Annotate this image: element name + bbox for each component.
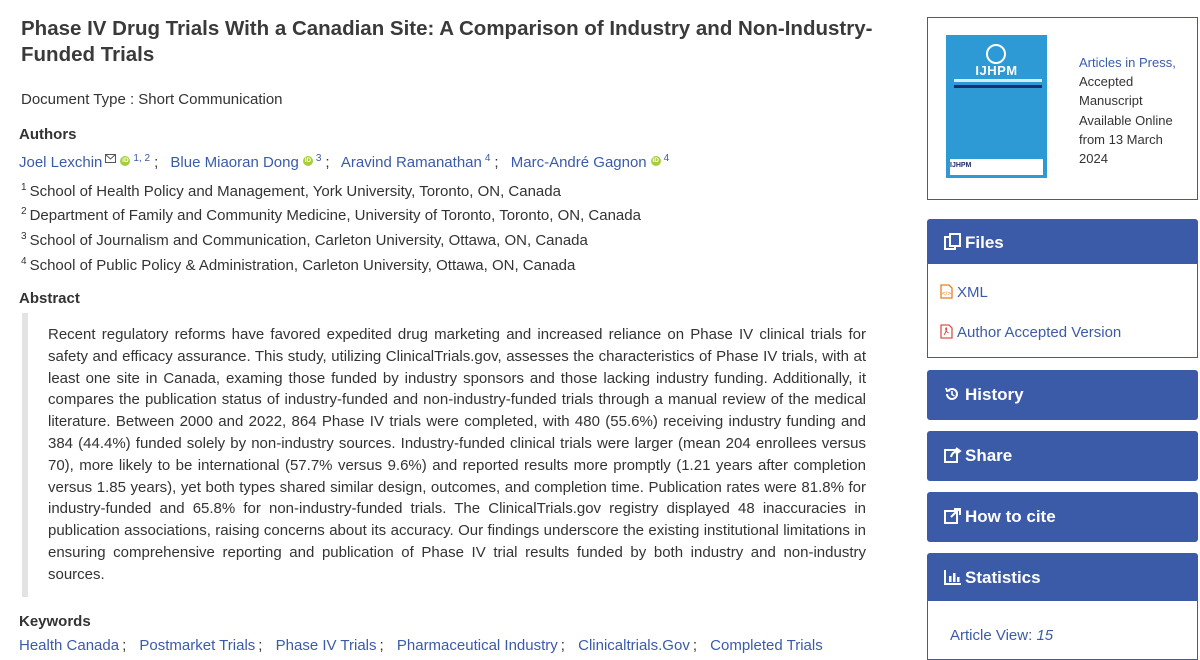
- journal-cover[interactable]: [946, 35, 1047, 178]
- cite-panel-header[interactable]: [927, 492, 1198, 542]
- issue-info: [1079, 53, 1189, 168]
- sidebar: [927, 0, 1198, 660]
- affiliation: [21, 182, 561, 200]
- author-name[interactable]: Aravind Ramanathan: [340, 154, 482, 171]
- article-title: Phase IV Drug Trials With a Canadian Site: A Comparison of Industry and Non-Industry-Funded Trials: [21, 17, 873, 66]
- cover-title: IJHPM: [975, 63, 1018, 78]
- orcid-icon[interactable]: iD: [122, 157, 129, 164]
- author-affiliation-ref: 3: [315, 153, 322, 164]
- author-separator: ;: [154, 154, 159, 171]
- keywords-heading: Keywords: [19, 613, 91, 630]
- keyword-link[interactable]: Postmarket Trials: [139, 637, 256, 654]
- author-affiliation-ref: 4: [663, 153, 670, 164]
- author-separator: ;: [325, 154, 330, 171]
- abstract-heading: Abstract: [19, 290, 80, 307]
- history-panel-header[interactable]: [927, 370, 1198, 420]
- xml-file-icon: [940, 284, 953, 303]
- svg-text:</>: </>: [941, 291, 952, 297]
- abstract-box: [22, 313, 882, 597]
- affiliation-number: 2: [21, 206, 27, 217]
- author-name[interactable]: Blue Miaoran Dong: [170, 154, 299, 171]
- keywords-list: [19, 637, 823, 654]
- keyword-separator: ;: [258, 637, 263, 654]
- history-icon: [944, 386, 960, 407]
- files-panel-body: [927, 264, 1198, 358]
- keyword-link[interactable]: Clinicaltrials.Gov: [578, 637, 690, 654]
- cite-heading: How to cite: [965, 507, 1056, 526]
- mail-icon[interactable]: [105, 150, 116, 167]
- affiliation-text: School of Health Policy and Management, York University, Toronto, ON, Canada: [29, 183, 561, 200]
- xml-file-link[interactable]: [940, 284, 988, 303]
- statistics-panel-header[interactable]: [927, 553, 1198, 603]
- keyword-link[interactable]: Completed Trials: [710, 637, 823, 654]
- share-panel-header[interactable]: [927, 431, 1198, 481]
- affiliation-number: 4: [21, 256, 27, 267]
- keyword-separator: ;: [122, 637, 127, 654]
- orcid-icon[interactable]: iD: [304, 157, 312, 164]
- article-view-stat: [950, 627, 1053, 644]
- files-panel-header[interactable]: [927, 219, 1198, 266]
- authors-heading: Authors: [19, 126, 77, 143]
- affiliation-number: 1: [21, 182, 27, 193]
- author-name[interactable]: Marc-André Gagnon: [510, 154, 647, 171]
- author-name[interactable]: Joel Lexchin: [19, 154, 103, 171]
- files-heading: Files: [965, 233, 1004, 252]
- orcid-icon[interactable]: iD: [652, 157, 659, 164]
- issue-card: [927, 17, 1198, 200]
- articles-in-press-link[interactable]: Articles in Press,: [1079, 55, 1176, 70]
- keyword-separator: ;: [379, 637, 384, 654]
- bar-chart-icon: [944, 569, 962, 590]
- affiliation: [21, 231, 588, 249]
- affiliation-number: 3: [21, 231, 27, 242]
- keyword-link[interactable]: Health Canada: [19, 637, 120, 654]
- keyword-separator: ;: [692, 637, 697, 654]
- author-affiliation-ref: 1, 2: [133, 153, 151, 164]
- abstract-text: Recent regulatory reforms have favored expedited drug marketing and increased reliance on Phase IV clinical trials for safety and efficacy assurance. This study, utilizing ClinicalTrials.gov, assesses the characteristics of Phase IV trials, with at least one site in Canada, examing those funded by industry sponsors and those lacking industry funding. Additionally, it compares the publication status of industry-funded and non-industry-funded trials through a manual review of the medical literature. Between 2000 and 2022, 864 Phase IV trials were completed, with 480 (55.6%) receiving industry funding and 384 (44.4%) funded solely by non-industry sources. Industry-funded clinical trials were larger (mean 204 enrollees versus 70), more likely to be international (57.7% versus 9.6%) and reported results more promptly (1.21 years after completion versus 1.85 years), yet both types shared similar design, outcomes, and completion time. Publication rates were 81.8% for industry-funded and 65.8% for non-industry-funded trials. The ClinicalTrials.gov registry displayed 48 inaccuracies in publication associations, raising concerns about its accuracy. Our findings underscore the existing institutional limitations in ensuring comprehensive reporting and publication of Phase IV trial results funded by both industry and non-industry sources.: [48, 326, 866, 583]
- cover-subtitle-rule: [954, 79, 1042, 82]
- share-icon: [944, 447, 962, 468]
- share-heading: Share: [965, 446, 1013, 465]
- files-icon: [944, 233, 962, 256]
- keyword-link[interactable]: Phase IV Trials: [275, 637, 377, 654]
- statistics-heading: Statistics: [965, 568, 1041, 587]
- aav-file-link[interactable]: [940, 324, 1121, 343]
- file-label: XML: [957, 284, 988, 301]
- article-view-label: Article View:: [950, 627, 1033, 644]
- history-heading: History: [965, 385, 1024, 404]
- author-separator: ;: [494, 154, 499, 171]
- affiliation: [21, 206, 641, 224]
- journal-logo-icon: [986, 44, 1006, 64]
- document-type: Document Type : Short Communication: [21, 91, 283, 108]
- cover-bar: [954, 85, 1042, 88]
- author-affiliation-ref: 4: [484, 153, 491, 164]
- keyword-separator: ;: [560, 637, 565, 654]
- statistics-panel-body: [927, 601, 1198, 660]
- affiliation-text: School of Public Policy & Administration, Carleton University, Ottawa, ON, Canada: [29, 257, 576, 274]
- affiliation-text: Department of Family and Community Medicine, University of Toronto, Toronto, ON, Canada: [29, 207, 641, 224]
- authors-list: [19, 150, 669, 171]
- article-view-count: 15: [1036, 627, 1054, 644]
- file-label: Author Accepted Version: [957, 324, 1122, 341]
- keyword-link[interactable]: Pharmaceutical Industry: [396, 637, 558, 654]
- external-link-icon: [944, 508, 962, 529]
- affiliation-text: School of Journalism and Communication, Carleton University, Ottawa, ON, Canada: [29, 232, 588, 249]
- pdf-file-icon: [940, 324, 953, 343]
- cover-footer-text: IJHPM: [950, 162, 972, 169]
- affiliation: [21, 256, 575, 274]
- issue-status: Accepted Manuscript Available Online from 13 March 2024: [1079, 74, 1173, 167]
